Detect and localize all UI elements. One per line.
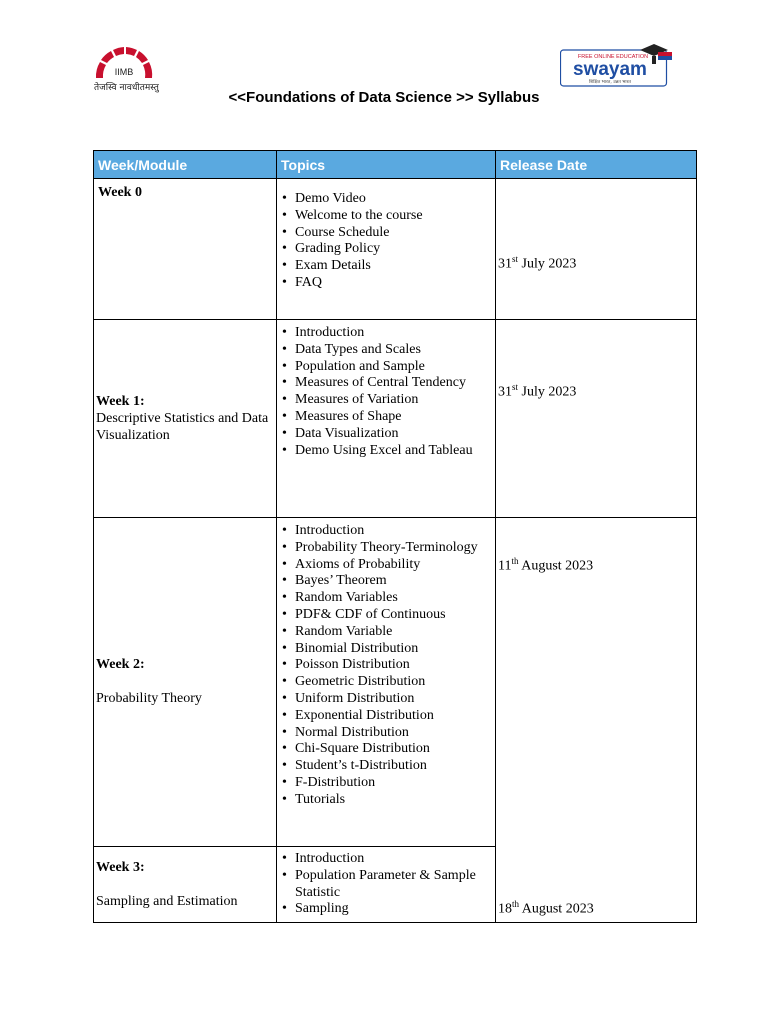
week-label: Week 1: <box>96 394 145 409</box>
topic-list <box>277 191 495 292</box>
list-item: • Uniform Distribution <box>295 691 495 708</box>
swayam-logo <box>560 40 676 92</box>
document-title: <<Foundations of Data Science >> Syllabus <box>228 89 540 106</box>
table-header-row <box>94 151 697 179</box>
table-row <box>94 518 697 847</box>
header-week: Week/Module <box>94 151 277 179</box>
list-item: • Welcome to the course <box>295 208 495 225</box>
week-subtitle: Descriptive Statistics and Data Visualization <box>96 411 269 443</box>
swayam-top-text: FREE ONLINE EDUCATION <box>577 54 649 60</box>
list-item: • Data Visualization <box>295 426 495 443</box>
list-item: • Probability Theory-Terminology <box>295 540 495 557</box>
list-item: • Geometric Distribution <box>295 674 495 691</box>
week-cell <box>94 179 277 320</box>
list-item: • Exponential Distribution <box>295 708 495 725</box>
release-date: 18th August 2023 <box>498 899 594 917</box>
topics-cell <box>277 847 496 923</box>
list-item: • Introduction <box>295 851 495 868</box>
list-item: • PDF& CDF of Continuous <box>295 607 495 624</box>
list-item: • Sampling <box>295 901 495 918</box>
list-item: • Measures of Variation <box>295 392 495 409</box>
swayam-tagline: शिक्षित भारत, उन्नत भारत <box>589 80 631 85</box>
list-item: • Measures of Central Tendency <box>295 375 495 392</box>
list-item: • Random Variables <box>295 590 495 607</box>
iimb-motto: तेजस्वि नावधीतमस्तु <box>94 83 159 93</box>
list-item: • Exam Details <box>295 258 495 275</box>
week-label: Week 2: <box>96 657 145 672</box>
list-item: • Tutorials <box>295 792 495 809</box>
iimb-logo-text: IIMB <box>114 67 134 77</box>
week-label: Week 0 <box>98 185 142 200</box>
header-topics: Topics <box>277 151 496 179</box>
release-date: 11th August 2023 <box>498 556 594 574</box>
week-cell <box>94 320 277 518</box>
week-cell <box>94 518 277 847</box>
list-item: • Demo Video <box>295 191 495 208</box>
list-item: • Demo Using Excel and Tableau <box>295 443 495 460</box>
list-item: • Student’s t-Distribution <box>295 758 495 775</box>
list-item: • Normal Distribution <box>295 725 495 742</box>
list-item: • Axioms of Probability <box>295 557 495 574</box>
list-item: • Introduction <box>295 523 495 540</box>
topic-list <box>277 325 495 459</box>
week-subtitle: Sampling and Estimation <box>96 894 238 909</box>
syllabus-table <box>93 150 697 923</box>
swayam-name: swayam <box>573 59 647 80</box>
release-date-cell <box>496 179 697 320</box>
release-date-cell <box>496 518 697 923</box>
topics-cell <box>277 320 496 518</box>
list-item: • FAQ <box>295 275 495 292</box>
release-date: 31st July 2023 <box>498 254 577 272</box>
week-cell <box>94 847 277 923</box>
header-release-date: Release Date <box>496 151 697 179</box>
table-row <box>94 320 697 518</box>
list-item: • Poisson Distribution <box>295 657 495 674</box>
list-item: • Course Schedule <box>295 225 495 242</box>
list-item: • Measures of Shape <box>295 409 495 426</box>
list-item: • Chi-Square Distribution <box>295 741 495 758</box>
list-item: • F-Distribution <box>295 775 495 792</box>
list-item: • Introduction <box>295 325 495 342</box>
release-date-cell <box>496 320 697 518</box>
list-item: • Population Parameter & Sample Statistic <box>295 868 495 902</box>
list-item: • Random Variable <box>295 624 495 641</box>
release-date: 31st July 2023 <box>498 382 577 400</box>
list-item: • Binomial Distribution <box>295 641 495 658</box>
topic-list <box>277 523 495 809</box>
list-item: • Population and Sample <box>295 359 495 376</box>
topics-cell <box>277 179 496 320</box>
table-row <box>94 179 697 320</box>
topic-list <box>277 851 495 918</box>
list-item: • Data Types and Scales <box>295 342 495 359</box>
week-subtitle: Probability Theory <box>96 691 202 706</box>
week-label: Week 3: <box>96 860 145 875</box>
list-item: • Grading Policy <box>295 241 495 258</box>
list-item: • Bayes’ Theorem <box>295 573 495 590</box>
topics-cell <box>277 518 496 847</box>
